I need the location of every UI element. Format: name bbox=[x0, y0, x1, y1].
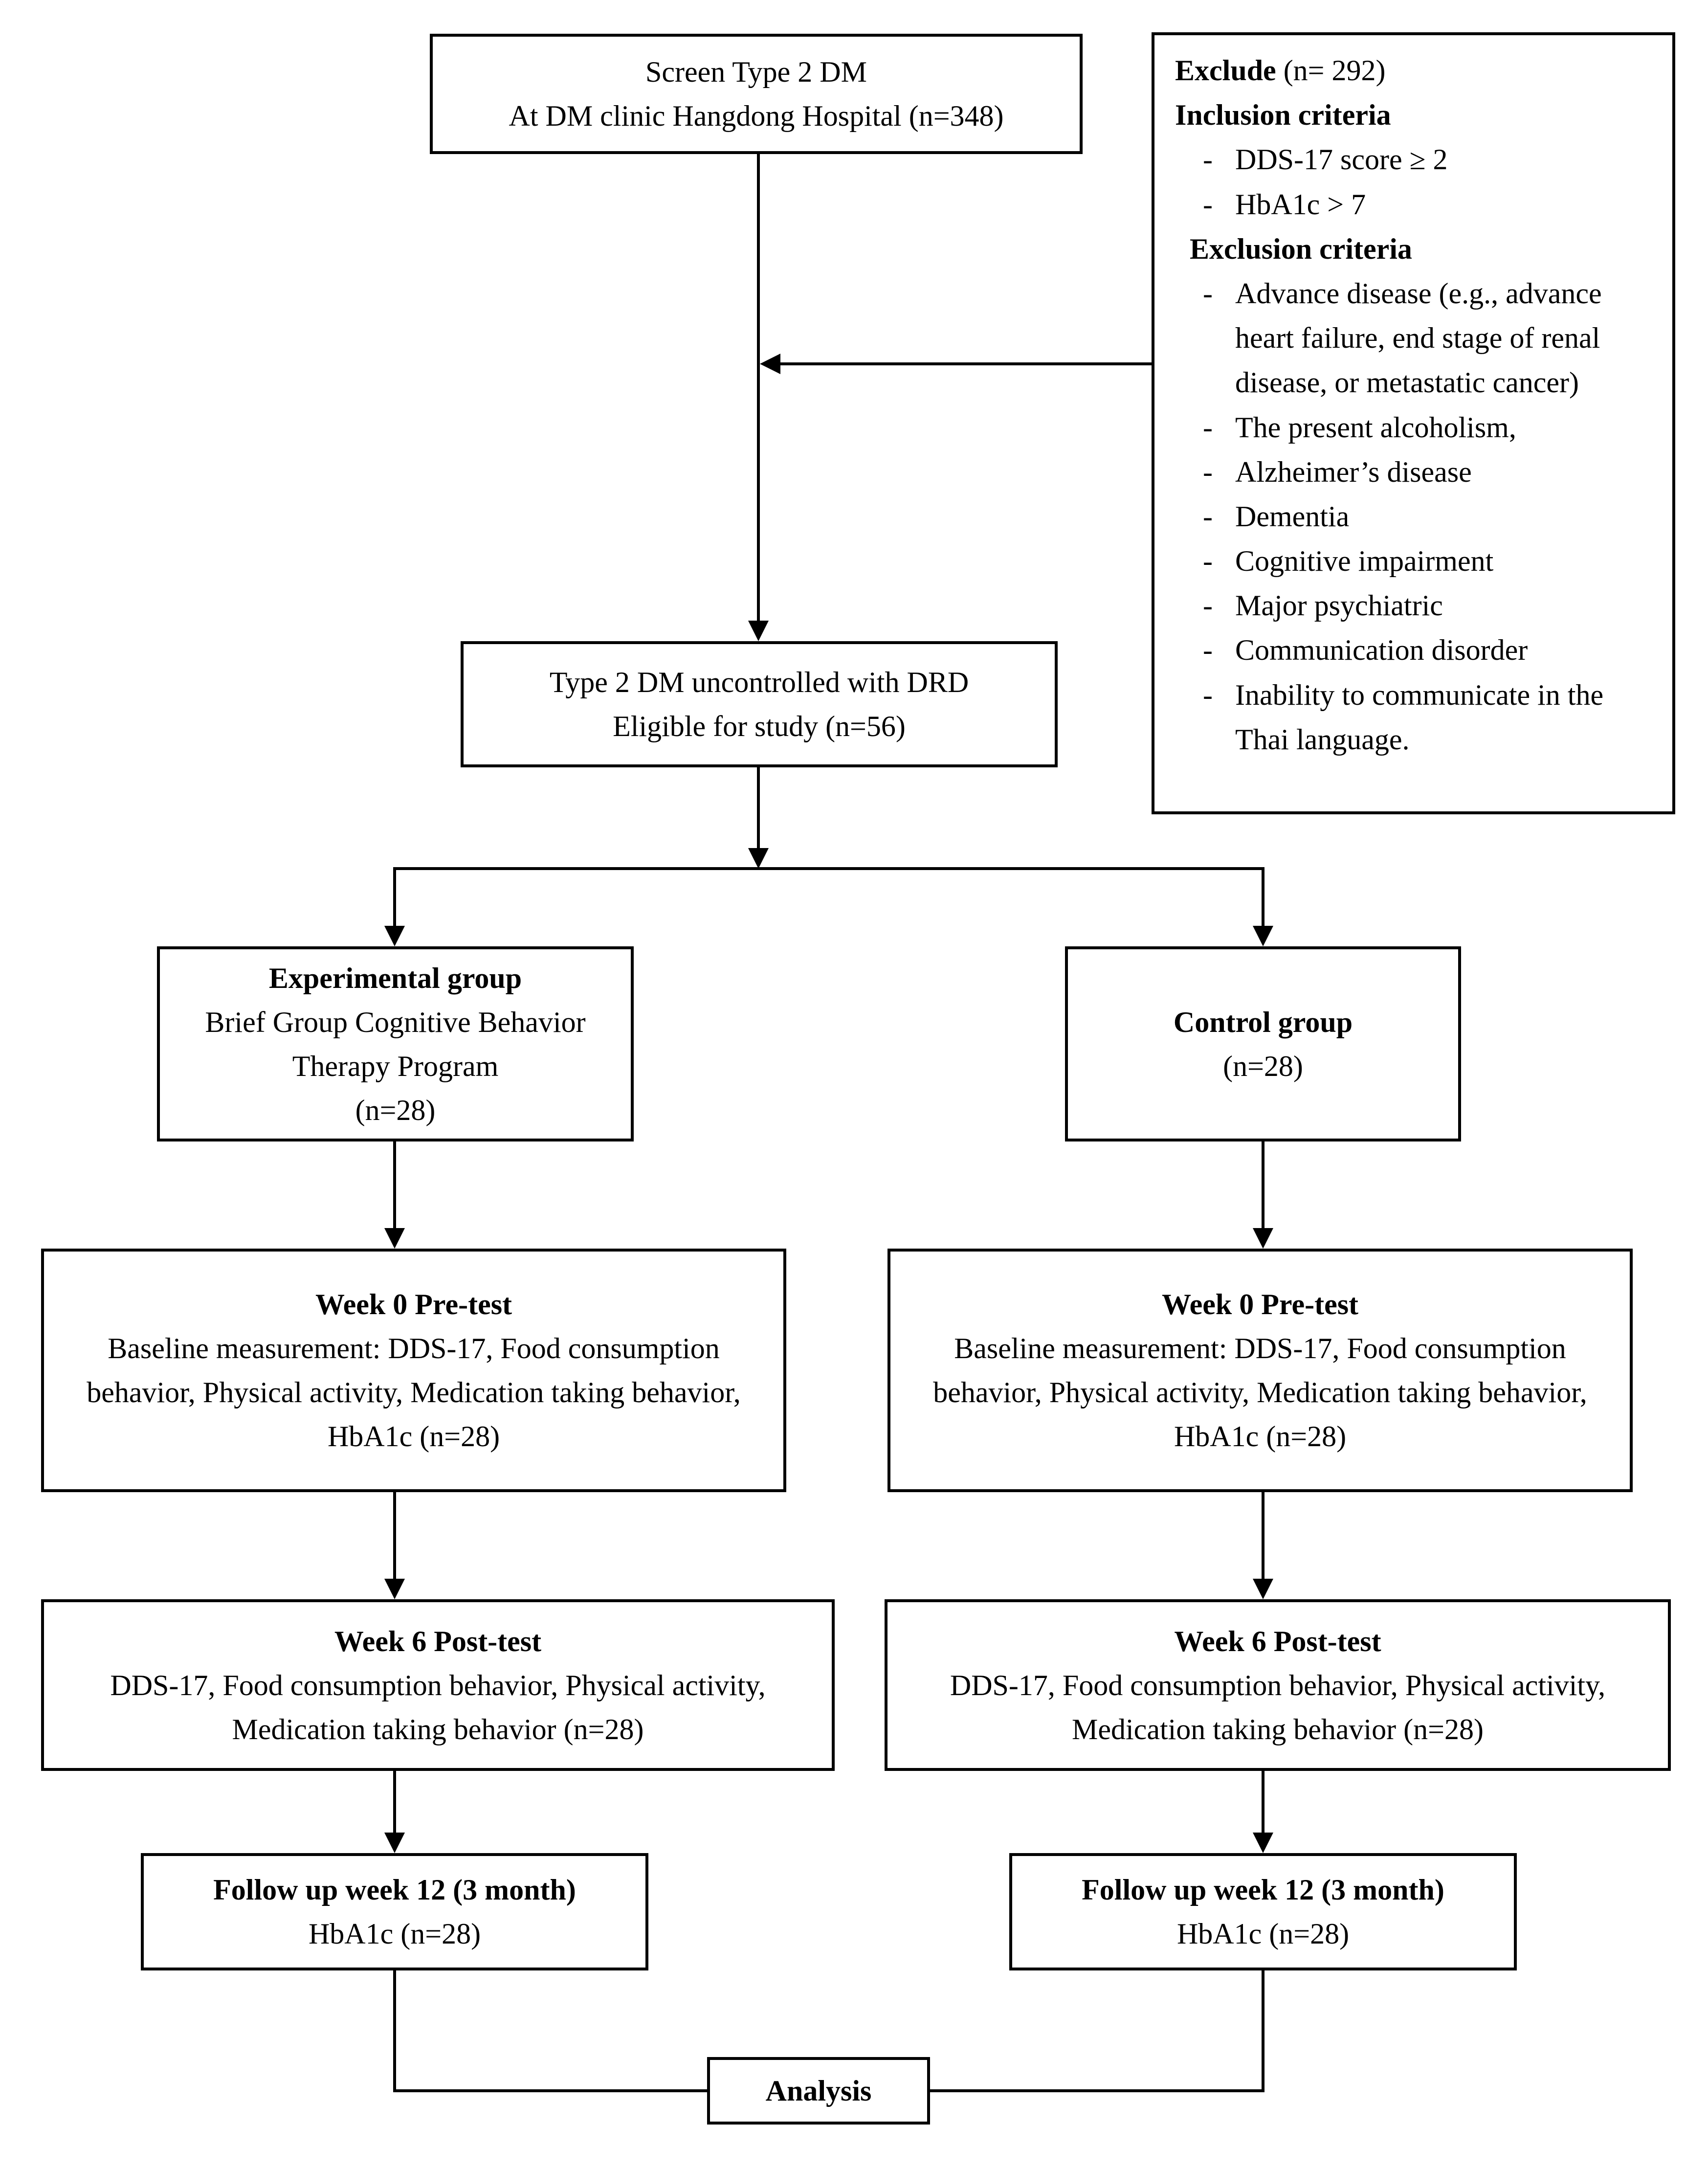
connector-branch-to-experimental bbox=[393, 867, 396, 926]
connector-exclusion bbox=[780, 362, 1152, 365]
week6-body: DDS-17, Food consumption behavior, Physical activity, Medication taking behavior (n=28) bbox=[110, 1669, 766, 1745]
connector-eligible-to-branch bbox=[757, 767, 760, 848]
connector-screening-to-eligible bbox=[757, 154, 760, 621]
exclusion-criterion: - Inability to communicate in the Thai language. bbox=[1235, 673, 1608, 762]
connector-left-to-analysis bbox=[393, 2089, 707, 2092]
followup-title: Follow up week 12 (3 month) bbox=[213, 1874, 576, 1906]
arrowhead-into-experimental bbox=[384, 926, 405, 946]
exclusion-criteria-heading: Exclusion criteria bbox=[1190, 232, 1412, 265]
arrowhead-into-control bbox=[1253, 926, 1273, 946]
experimental-group-title: Experimental group bbox=[268, 962, 522, 994]
connector-followup-control-down bbox=[1262, 1970, 1264, 2092]
box-week0-pretest-control bbox=[887, 1249, 1633, 1492]
week0-body: Baseline measurement: DDS-17, Food consumption behavior, Physical activity, Medication taking behavior, HbA1c (n=28) bbox=[933, 1332, 1587, 1453]
followup-body: HbA1c (n=28) bbox=[1176, 1918, 1350, 1950]
box-experimental-group bbox=[157, 946, 634, 1141]
box-eligible bbox=[461, 641, 1058, 767]
exclude-count: (n= 292) bbox=[1276, 54, 1386, 87]
inclusion-criteria-list bbox=[1175, 137, 1608, 226]
connector-week0-to-week6-experimental bbox=[393, 1492, 396, 1579]
exclusion-criterion: - Alzheimer’s disease bbox=[1235, 450, 1608, 494]
arrowhead-into-week6-control bbox=[1253, 1579, 1273, 1599]
screening-line1: Screen Type 2 DM bbox=[645, 56, 867, 88]
eligible-line2: Eligible for study (n=56) bbox=[613, 710, 906, 742]
experimental-group-n: (n=28) bbox=[355, 1094, 436, 1126]
arrowhead-into-followup-experimental bbox=[384, 1833, 405, 1853]
followup-body: HbA1c (n=28) bbox=[308, 1918, 481, 1950]
week6-body: DDS-17, Food consumption behavior, Physical activity, Medication taking behavior (n=28) bbox=[950, 1669, 1606, 1745]
inclusion-criterion: - DDS-17 score ≥ 2 bbox=[1235, 137, 1608, 182]
connector-week6-to-followup-experimental bbox=[393, 1771, 396, 1833]
box-week6-posttest-experimental bbox=[41, 1599, 835, 1771]
week0-title: Week 0 Pre-test bbox=[1161, 1288, 1359, 1320]
arrowhead-into-week0-control bbox=[1253, 1228, 1273, 1249]
box-exclusion-criteria bbox=[1152, 32, 1675, 814]
connector-control-to-week0 bbox=[1262, 1141, 1264, 1228]
arrowhead-into-week0-experimental bbox=[384, 1228, 405, 1249]
exclusion-criterion: - Advance disease (e.g., advance heart failure, end stage of renal disease, or metastatic cancer) bbox=[1235, 271, 1608, 405]
experimental-group-program: Brief Group Cognitive Behavior Therapy Program bbox=[205, 1006, 586, 1082]
connector-branch-to-control bbox=[1262, 867, 1264, 926]
week0-body: Baseline measurement: DDS-17, Food consumption behavior, Physical activity, Medication taking behavior, HbA1c (n=28) bbox=[87, 1332, 741, 1453]
analysis-title: Analysis bbox=[765, 2075, 872, 2107]
followup-title: Follow up week 12 (3 month) bbox=[1082, 1874, 1444, 1906]
exclude-title-row bbox=[1175, 48, 1608, 93]
box-week0-pretest-experimental bbox=[41, 1249, 786, 1492]
control-group-n: (n=28) bbox=[1223, 1050, 1303, 1082]
connector-followup-experimental-down bbox=[393, 1970, 396, 2092]
connector-experimental-to-week0 bbox=[393, 1141, 396, 1228]
exclusion-criteria-list bbox=[1175, 271, 1608, 762]
box-week6-posttest-control bbox=[885, 1599, 1671, 1771]
box-followup-control bbox=[1009, 1853, 1517, 1970]
exclusion-criterion: - Communication disorder bbox=[1235, 628, 1608, 672]
exclusion-criterion: - Major psychiatric bbox=[1235, 583, 1608, 628]
week6-title: Week 6 Post-test bbox=[334, 1625, 542, 1657]
arrowhead-into-branch bbox=[748, 848, 769, 869]
arrowhead-into-week6-experimental bbox=[384, 1579, 405, 1599]
box-followup-experimental bbox=[141, 1853, 648, 1970]
connector-week6-to-followup-control bbox=[1262, 1771, 1264, 1833]
connector-branch-horizontal bbox=[393, 867, 1264, 870]
control-group-title: Control group bbox=[1173, 1006, 1353, 1038]
exclude-label: Exclude bbox=[1175, 54, 1276, 87]
screening-line2: At DM clinic Hangdong Hospital (n=348) bbox=[509, 100, 1004, 132]
inclusion-criteria-heading: Inclusion criteria bbox=[1175, 99, 1391, 132]
week6-title: Week 6 Post-test bbox=[1174, 1625, 1381, 1657]
connector-week0-to-week6-control bbox=[1262, 1492, 1264, 1579]
arrowhead-into-eligible bbox=[748, 621, 769, 641]
box-screening bbox=[430, 34, 1083, 154]
box-analysis bbox=[707, 2057, 930, 2125]
exclusion-criterion: - Dementia bbox=[1235, 494, 1608, 539]
box-control-group bbox=[1065, 946, 1461, 1141]
inclusion-criterion: - HbA1c > 7 bbox=[1235, 182, 1608, 227]
week0-title: Week 0 Pre-test bbox=[315, 1288, 512, 1320]
connector-right-to-analysis bbox=[930, 2089, 1264, 2092]
eligible-line1: Type 2 DM uncontrolled with DRD bbox=[549, 666, 969, 698]
arrowhead-into-followup-control bbox=[1253, 1833, 1273, 1853]
exclusion-criterion: - Cognitive impairment bbox=[1235, 539, 1608, 583]
exclusion-criterion: - The present alcoholism, bbox=[1235, 405, 1608, 450]
arrowhead-exclusion bbox=[760, 354, 780, 374]
